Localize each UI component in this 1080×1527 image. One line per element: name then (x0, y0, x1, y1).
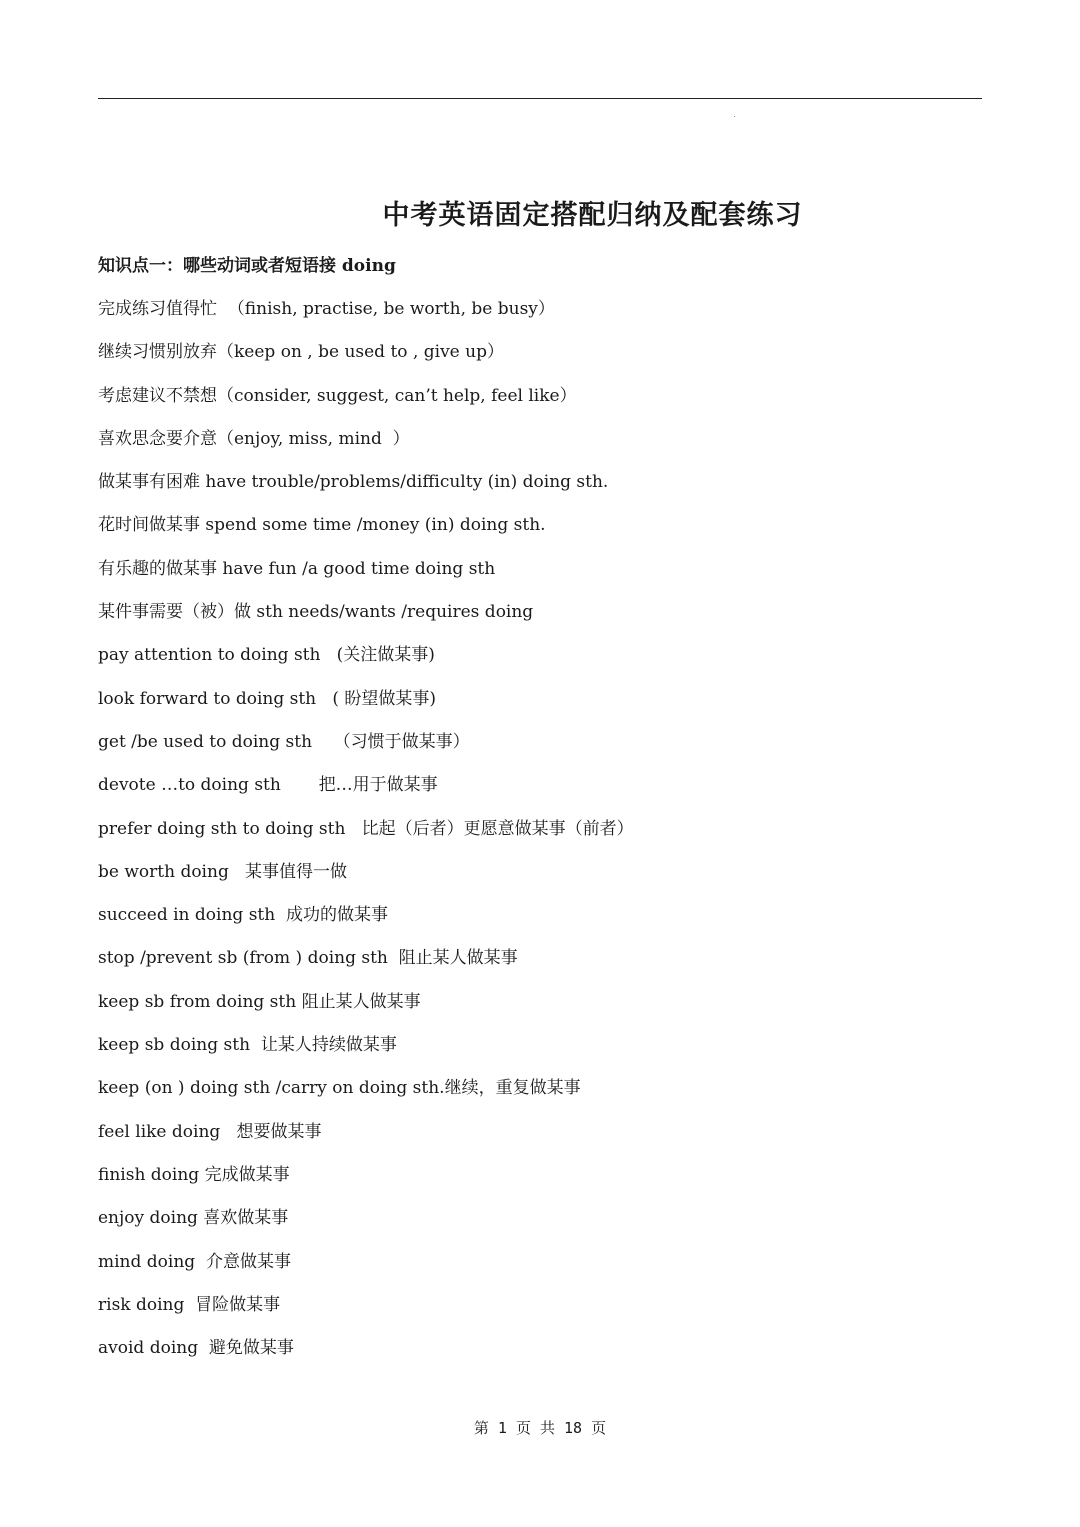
phrase-line: 完成练习值得忙 （finish, practise, be worth, be busy） (98, 299, 555, 319)
phrase-line: keep sb from doing sth 阻止某人做某事 (98, 991, 421, 1012)
phrase-line: mind doing 介意做某事 (98, 1251, 291, 1272)
phrase-line: 继续习惯别放弃（keep on , be used to , give up） (98, 342, 504, 363)
header-rule (98, 98, 982, 99)
phrase-line: 有乐趣的做某事 have fun /a good time doing sth (98, 558, 496, 579)
section-heading: 知识点一：哪些动词或者短语接 doing (98, 256, 396, 276)
phrase-line: feel like doing 想要做某事 (98, 1121, 322, 1142)
phrase-line: look forward to doing sth ( 盼望做某事) (98, 688, 437, 709)
phrase-line: prefer doing sth to doing sth 比起（后者）更愿意做某事（前者） (98, 818, 634, 839)
phrase-line: avoid doing 避免做某事 (98, 1338, 294, 1359)
phrase-line: 花时间做某事 spend some time /money (in) doing sth. (98, 515, 546, 536)
phrase-line: get /be used to doing sth （习惯于做某事） (98, 731, 470, 752)
phrase-line: 做某事有困难 have trouble/problems/difficulty (in) doing sth. (98, 472, 609, 493)
phrase-line: pay attention to doing sth (关注做某事) (98, 645, 435, 666)
phrase-line: finish doing 完成做某事 (98, 1164, 290, 1185)
phrase-line: be worth doing 某事值得一做 (98, 861, 348, 882)
phrase-line: devote …to doing sth 把…用于做某事 (98, 775, 438, 796)
scan-speck (734, 116, 735, 117)
phrase-line: 喜欢思念要介意（enjoy, miss, mind ） (98, 428, 410, 449)
phrase-line: risk doing 冒险做某事 (98, 1294, 281, 1315)
phrase-line: keep (on ) doing sth /carry on doing sth.继续，重复做某事 (98, 1078, 581, 1099)
document-title: 中考英语固定搭配归纳及配套练习 (382, 200, 803, 231)
phrase-line: enjoy doing 喜欢做某事 (98, 1208, 289, 1229)
page-footer: 第 1 页 共 18 页 (473, 1419, 607, 1437)
phrase-line: 考虑建议不禁想（consider, suggest, can’t help, feel like） (98, 385, 577, 406)
phrase-line: succeed in doing sth 成功的做某事 (98, 905, 389, 926)
phrase-line: keep sb doing sth 让某人持续做某事 (98, 1035, 397, 1056)
phrase-line: 某件事需要（被）做 sth needs/wants /requires doing (98, 602, 534, 623)
phrase-line: stop /prevent sb (from ) doing sth 阻止某人做某事 (98, 948, 518, 969)
phrase-list (98, 296, 998, 1378)
